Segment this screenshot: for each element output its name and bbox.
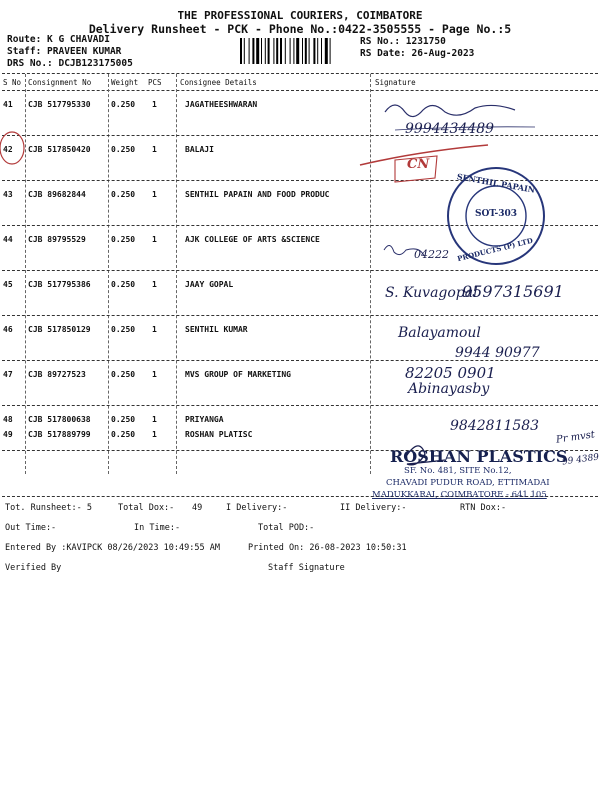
handwritten-phone: 82205 0901 — [405, 364, 496, 382]
route-label: Route: K G CHAVADI — [7, 34, 110, 45]
company-title: THE PROFESSIONAL COURIERS, COIMBATORE — [177, 9, 423, 22]
handwritten-phone: 9944 90977 — [455, 345, 540, 361]
ii-delivery: II Delivery:- — [340, 503, 407, 513]
row-weight: 0.250 — [111, 280, 136, 289]
rs-date: RS Date: 26-Aug-2023 — [360, 48, 475, 59]
tot-runsheet: Tot. Runsheet:- 5 — [5, 503, 92, 513]
row-sno: 49 — [3, 430, 13, 439]
row-consignment: CJB 89682844 — [28, 190, 86, 199]
printed-on: Printed On: 26-08-2023 10:50:31 — [248, 543, 407, 553]
row-consignee: JAGATHEESHWARAN — [185, 100, 258, 109]
entered-by: Entered By :KAVIPCK 08/26/2023 10:49:55 AM — [5, 543, 220, 553]
row-consignee: BALAJI — [185, 145, 214, 154]
col-header-pcs: PCS — [148, 78, 162, 87]
i-delivery: I Delivery:- — [226, 503, 288, 513]
handwritten-phone: 9994434489 — [405, 121, 495, 137]
row-consignment: CJB 517795386 — [28, 280, 91, 289]
row-pcs: 1 — [152, 370, 157, 379]
row-consignment: CJB 89727523 — [28, 370, 86, 379]
col-header-consignment: Consignment No — [28, 78, 92, 87]
handwritten-phone: 9842811583 — [450, 418, 540, 434]
stamp-roshan-name: ROSHAN PLASTICS — [390, 447, 568, 466]
stamp-company-top: SENTHIL PAPAIN — [456, 171, 536, 195]
row-consignee: PRIYANGA — [185, 415, 224, 424]
handwritten-note: Pr mvst — [555, 429, 596, 446]
row-sno: 45 — [3, 280, 13, 289]
row-pcs: 1 — [152, 325, 157, 334]
rtn-dox: RTN Dox:- — [460, 503, 507, 513]
col-header-consignee: Consignee Details — [180, 78, 257, 87]
row-consignee: ROSHAN PLATISC — [185, 430, 253, 439]
handwritten-phone: 99 4389 — [561, 452, 600, 468]
col-header-weight: Weight — [111, 78, 139, 87]
row-sno: 42 — [3, 145, 13, 154]
row-sno: 48 — [3, 415, 13, 424]
row-consignee: SENTHIL KUMAR — [185, 325, 248, 334]
handwritten-phone: 9597315691 — [462, 282, 564, 301]
handwritten-phone: 04222 — [414, 248, 449, 261]
handwritten-name: Abinayasby — [408, 381, 490, 397]
row-sno: 47 — [3, 370, 13, 379]
row-consignee: AJK COLLEGE OF ARTS &SCIENCE — [185, 235, 320, 244]
row-consignment: CJB 517795330 — [28, 100, 91, 109]
stamp-center-code: SOT-303 — [474, 209, 518, 219]
row-consignment: CJB 517850420 — [28, 145, 91, 154]
row-weight: 0.250 — [111, 145, 136, 154]
row-consignee: MVS GROUP OF MARKETING — [185, 370, 291, 379]
row-consignment: CJB 89795529 — [28, 235, 86, 244]
row-consignee: JAAY GOPAL — [185, 280, 234, 289]
row-consignment: CJB 517889799 — [28, 430, 91, 439]
row-pcs: 1 — [152, 430, 157, 439]
out-time: Out Time:- — [5, 523, 57, 533]
row-weight: 0.250 — [111, 235, 136, 244]
stamp-roshan-address: MADUKKARAI, COIMBATORE - 641 105 — [372, 490, 547, 500]
stamp-roshan-address: SF. No. 481, SITE No.12, — [404, 466, 512, 476]
row-consignee: SENTHIL PAPAIN AND FOOD PRODUC — [185, 190, 330, 199]
row-pcs: 1 — [152, 145, 157, 154]
row-consignment: CJB 517800638 — [28, 415, 91, 424]
row-consignment: CJB 517850129 — [28, 325, 91, 334]
row-weight: 0.250 — [111, 430, 136, 439]
drs-number: DRS No.: DCJB123175005 — [7, 58, 133, 69]
col-header-signature: Signature — [375, 78, 416, 87]
row-pcs: 1 — [152, 415, 157, 424]
col-header-sno: S No — [3, 78, 22, 87]
verified-by: Verified By — [5, 563, 62, 573]
row-sno: 46 — [3, 325, 13, 334]
runsheet-subtitle: Delivery Runsheet - PCK - Phone No.:0422-3505555 - Page No.:5 — [88, 22, 512, 36]
total-dox-label: Total Dox:- — [118, 503, 175, 513]
row-weight: 0.250 — [111, 100, 136, 109]
row-pcs: 1 — [152, 100, 157, 109]
total-pod: Total POD:- — [258, 523, 315, 533]
row-pcs: 1 — [152, 280, 157, 289]
row-pcs: 1 — [152, 235, 157, 244]
stamp-company-side: PRODUCTS (P) LTD — [456, 235, 534, 264]
row-sno: 41 — [3, 100, 13, 109]
stamp-roshan-address: CHAVADI PUDUR ROAD, ETTIMADAI — [386, 478, 550, 488]
total-dox-value: 49 — [192, 503, 203, 513]
handwritten-name: S. Kuvagopal — [385, 285, 478, 301]
row-weight: 0.250 — [111, 325, 136, 334]
row-pcs: 1 — [152, 190, 157, 199]
in-time: In Time:- — [134, 523, 181, 533]
row-weight: 0.250 — [111, 370, 136, 379]
staff-signature: Staff Signature — [268, 563, 345, 573]
row-sno: 44 — [3, 235, 13, 244]
staff-label: Staff: PRAVEEN KUMAR — [7, 46, 122, 57]
rs-number: RS No.: 1231750 — [360, 36, 446, 47]
row-weight: 0.250 — [111, 415, 136, 424]
row-sno: 43 — [3, 190, 13, 199]
handwritten-mark: CN — [407, 157, 430, 172]
row-weight: 0.250 — [111, 190, 136, 199]
handwritten-name: Balayamoul — [398, 325, 481, 341]
